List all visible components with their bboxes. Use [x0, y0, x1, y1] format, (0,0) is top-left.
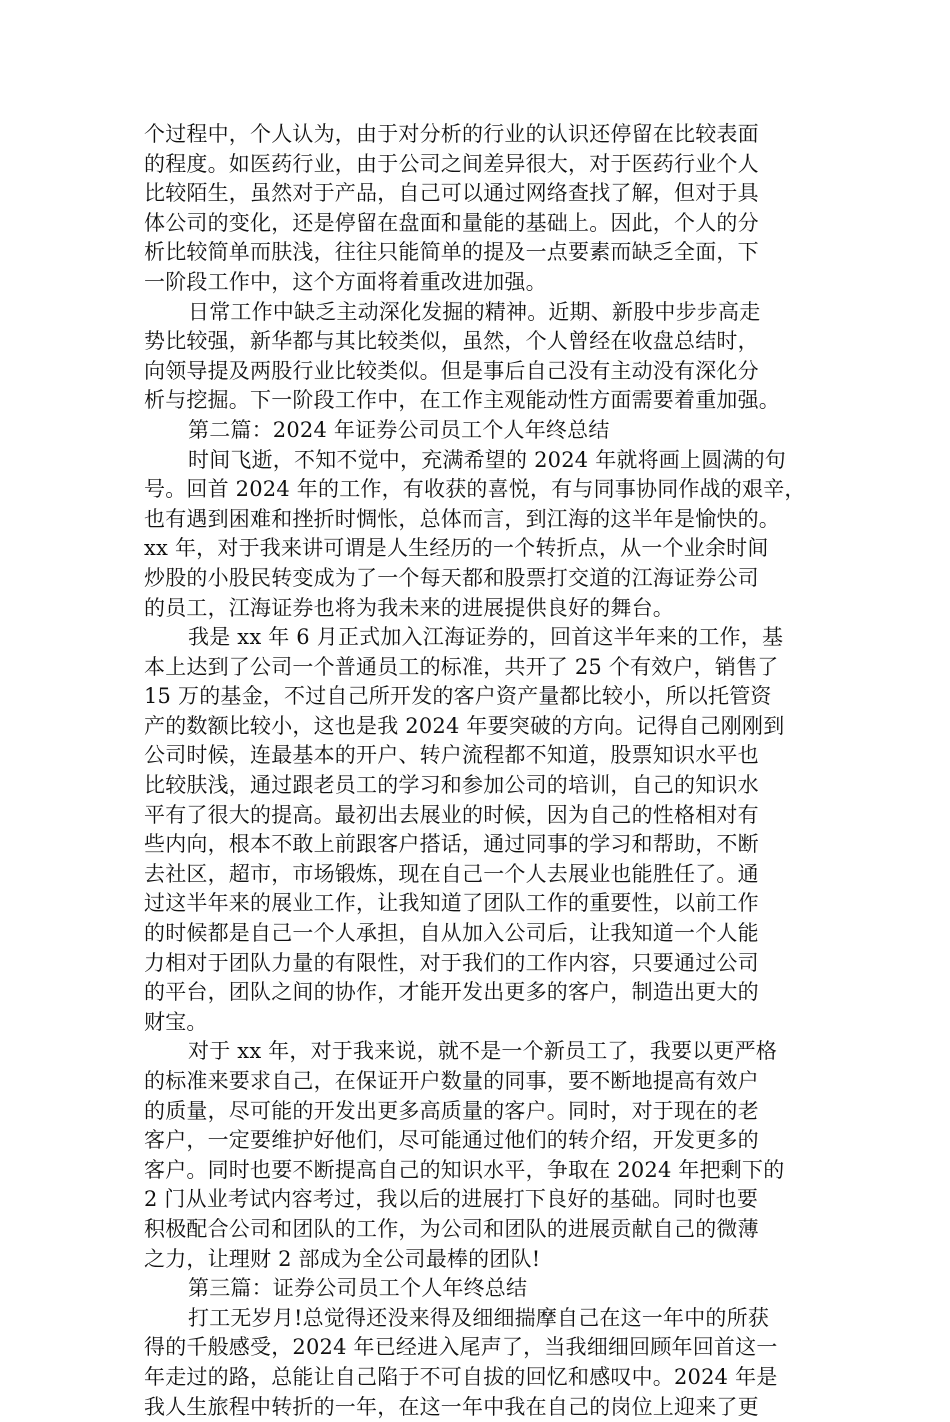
- text-line: 势比较强，新华都与其比较类似，虽然，个人曾经在收盘总结时，: [144, 329, 759, 354]
- text-line: 对于 xx 年，对于我来说，就不是一个新员工了，我要以更严格: [188, 1039, 778, 1064]
- paragraph: [144, 623, 819, 1037]
- text-line: 客户，一定要维护好他们，尽可能通过他们的转介绍，开发更多的: [144, 1128, 759, 1153]
- text-line: 炒股的小股民转变成为了一个每天都和股票打交道的江海证券公司: [144, 565, 759, 590]
- heading-text: 第三篇：证券公司员工个人年终总结: [188, 1276, 528, 1301]
- paragraph: [144, 1304, 819, 1422]
- text-line: 的质量，尽可能的开发出更多高质量的客户。同时，对于现在的老: [144, 1098, 759, 1123]
- text-line: 本上达到了公司一个普通员工的标准，共开了 25 个有效户，销售了: [144, 654, 779, 679]
- section-heading: [144, 416, 819, 446]
- text-line: 客户。同时也要不断提高自己的知识水平，争取在 2024 年把剩下的: [144, 1157, 785, 1182]
- text-line: 的程度。如医药行业，由于公司之间差异很大，对于医药行业个人: [144, 151, 759, 176]
- text-line: 打工无岁月!总觉得还没来得及细细揣摩自己在这一年中的所获: [188, 1305, 770, 1330]
- text-line: 时间飞逝，不知不觉中，充满希望的 2024 年就将画上圆满的句: [188, 447, 786, 472]
- document-body: [144, 120, 819, 1422]
- paragraph: [144, 298, 819, 416]
- text-line: 比较陌生，虽然对于产品，自己可以通过网络查找了解，但对于具: [144, 181, 759, 206]
- text-line: 2 门从业考试内容考过，我以后的进展打下良好的基础。同时也要: [144, 1187, 759, 1212]
- text-line: 些内向，根本不敢上前跟客户搭话，通过同事的学习和帮助，不断: [144, 832, 759, 857]
- text-line: 的时候都是自己一个人承担，自从加入公司后，让我知道一个人能: [144, 921, 759, 946]
- paragraph: [144, 120, 819, 298]
- text-line: 号。回首 2024 年的工作，有收获的喜悦，有与同事协同作战的艰辛，: [144, 477, 806, 502]
- text-line: 过这半年来的展业工作，让我知道了团队工作的重要性，以前工作: [144, 891, 759, 916]
- text-line: 财宝。: [144, 1009, 208, 1034]
- text-line: 产的数额比较小，这也是我 2024 年要突破的方向。记得自己刚刚到: [144, 713, 785, 738]
- text-line: 也有遇到困难和挫折时惆怅，总体而言，到江海的这半年是愉快的。: [144, 506, 780, 531]
- text-line: 我是 xx 年 6 月正式加入江海证券的，回首这半年来的工作，基: [188, 625, 784, 650]
- text-line: 平有了很大的提高。最初出去展业的时候，因为自己的性格相对有: [144, 802, 759, 827]
- text-line: 积极配合公司和团队的工作，为公司和团队的进展贡献自己的微薄: [144, 1216, 759, 1241]
- text-line: 去社区，超市，市场锻炼，现在自己一个人去展业也能胜任了。通: [144, 861, 759, 886]
- text-line: 个过程中，个人认为，由于对分析的行业的认识还停留在比较表面: [144, 122, 759, 146]
- text-line: 年走过的路，总能让自己陷于不可自拔的回忆和感叹中。2024 年是: [144, 1364, 778, 1389]
- text-line: 体公司的变化，还是停留在盘面和量能的基础上。因此，个人的分: [144, 210, 759, 235]
- text-line: 的员工，江海证券也将为我未来的进展提供良好的舞台。: [144, 595, 674, 620]
- text-line: 析比较简单而肤浅，往往只能简单的提及一点要素而缺乏全面，下: [144, 240, 759, 265]
- text-line: 向领导提及两股行业比较类似。但是事后自己没有主动没有深化分: [144, 358, 759, 383]
- text-line: 15 万的基金，不过自己所开发的客户资产量都比较小，所以托管资: [144, 684, 772, 709]
- text-line: 之力，让理财 2 部成为全公司最棒的团队!: [144, 1246, 541, 1271]
- paragraph: [144, 446, 819, 624]
- text-line: xx 年，对于我来讲可谓是人生经历的一个转折点，从一个业余时间: [144, 536, 769, 561]
- section-heading: [144, 1274, 819, 1304]
- text-line: 的标准来要求自己，在保证开户数量的同事，要不断地提高有效户: [144, 1069, 759, 1093]
- text-line: 我人生旅程中转折的一年，在这一年中我在自己的岗位上迎来了更: [144, 1394, 759, 1419]
- text-line: 得的千般感受，2024 年已经进入尾声了，当我细细回顾年回首这一: [144, 1335, 778, 1360]
- text-line: 公司时候，连最基本的开户、转户流程都不知道，股票知识水平也: [144, 743, 759, 768]
- text-line: 一阶段工作中，这个方面将着重改进加强。: [144, 269, 547, 294]
- text-line: 力相对于团队力量的有限性，对于我们的工作内容，只要通过公司: [144, 950, 759, 975]
- text-line: 比较肤浅，通过跟老员工的学习和参加公司的培训，自己的知识水: [144, 773, 759, 798]
- heading-text: 第二篇：2024 年证券公司员工个人年终总结: [188, 417, 610, 442]
- text-line: 析与挖掘。下一阶段工作中，在工作主观能动性方面需要着重加强。: [144, 388, 780, 413]
- text-line: 的平台，团队之间的协作，才能开发出更多的客户，制造出更大的: [144, 980, 759, 1005]
- text-line: 日常工作中缺乏主动深化发掘的精神。近期、新股中步步高走: [188, 299, 761, 324]
- paragraph: [144, 1037, 819, 1274]
